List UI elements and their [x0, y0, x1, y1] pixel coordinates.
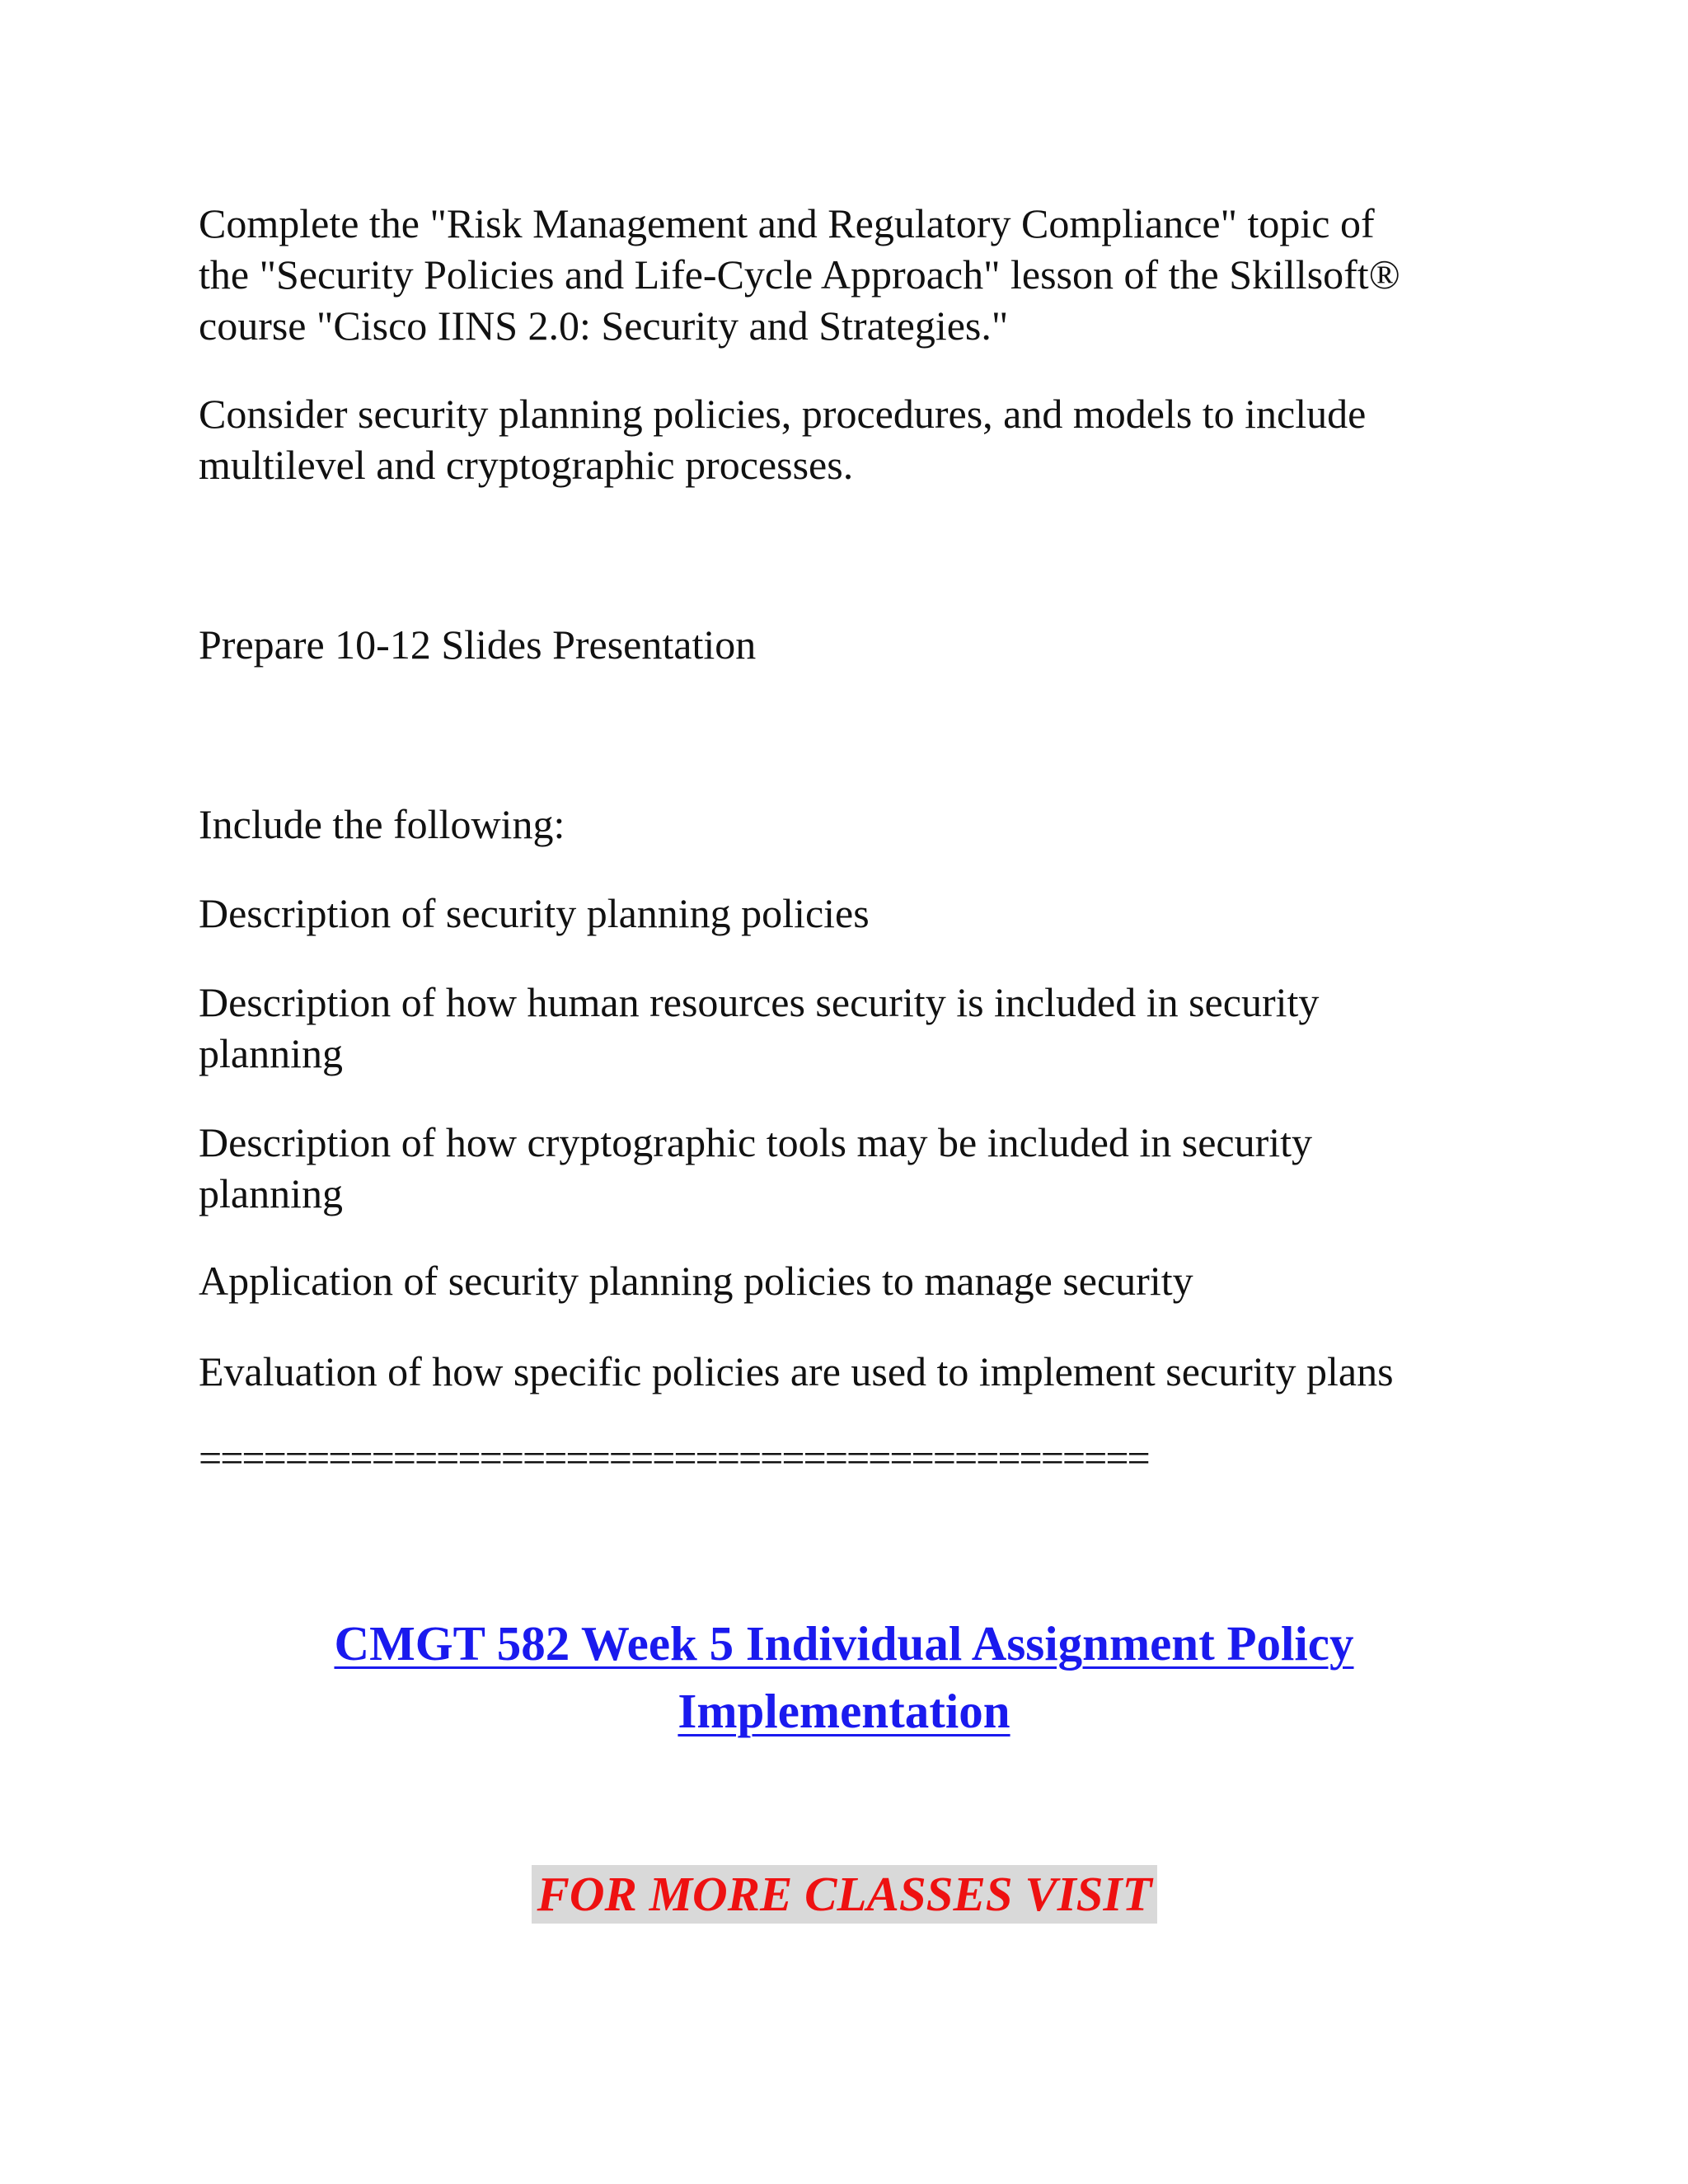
- prepare-paragraph: Prepare 10-12 Slides Presentation: [199, 621, 757, 668]
- requirement-item: Description of how cryptographic tools may be included in security planning: [199, 1119, 1313, 1216]
- requirement-item: Description of how human resources security is included in security planning: [199, 979, 1320, 1076]
- requirement-item: Evaluation of how specific policies are used to implement security plans: [199, 1348, 1394, 1394]
- assignment-title-link-continued[interactable]: Implementation: [678, 1684, 1010, 1738]
- consider-paragraph: Consider security planning policies, procedures, and models to include multilevel and cryptographic processes.: [199, 391, 1367, 488]
- intro-paragraph: Complete the "Risk Management and Regulatory Compliance" topic of the "Security Policies and Life-Cycle Approach" lesson of the Skillsoft® course "Cisco IINS 2.0: Security and Strategies.": [199, 200, 1400, 349]
- include-heading: Include the following:: [199, 801, 565, 847]
- equals-divider: ============================================: [199, 1435, 1149, 1481]
- requirement-item: Description of security planning policies: [199, 890, 870, 936]
- assignment-title-link[interactable]: CMGT 582 Week 5 Individual Assignment Policy: [334, 1616, 1354, 1671]
- requirement-item: Application of security planning policies to manage security: [199, 1258, 1193, 1304]
- more-classes-banner: FOR MORE CLASSES VISIT: [532, 1865, 1157, 1924]
